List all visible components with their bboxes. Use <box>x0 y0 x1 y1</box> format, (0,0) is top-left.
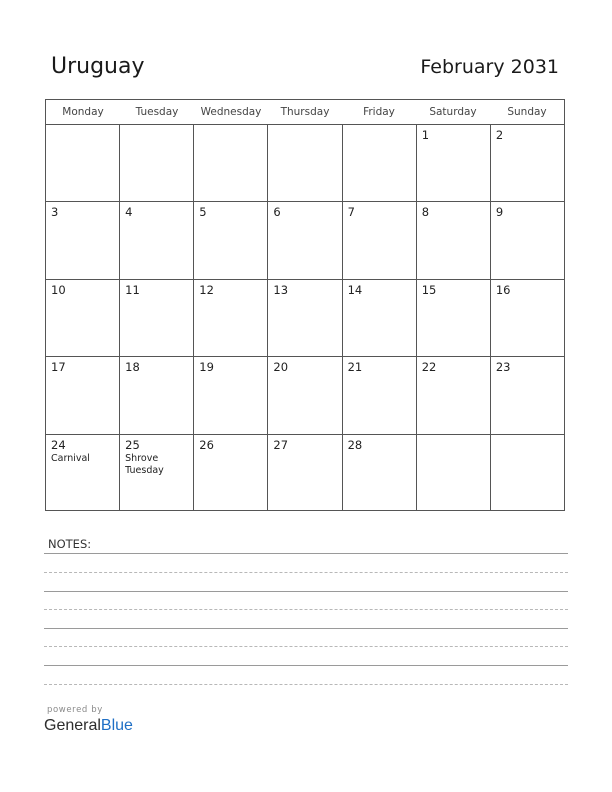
day-number: 27 <box>273 437 289 452</box>
day-number: 17 <box>51 360 66 375</box>
day-number: 16 <box>495 282 511 297</box>
day-cell <box>491 202 564 278</box>
day-number: 14 <box>347 282 363 297</box>
day-cell <box>343 357 417 433</box>
day-number: 19 <box>199 360 214 375</box>
day-number: 4 <box>125 205 133 220</box>
day-number: 15 <box>421 282 437 297</box>
brand-general: General <box>44 717 101 734</box>
week-row <box>46 280 564 357</box>
day-cell <box>417 125 491 201</box>
day-cell <box>46 435 120 511</box>
day-cell <box>491 357 564 433</box>
day-cell <box>417 202 491 278</box>
weekday-label: Saturday <box>429 106 477 118</box>
day-cell <box>268 357 342 433</box>
weekday-label: Wednesday <box>200 106 262 118</box>
day-cell <box>343 280 417 356</box>
day-number: 12 <box>199 282 214 297</box>
day-cell <box>46 125 120 201</box>
day-number: 20 <box>273 360 289 375</box>
brand-blue: Blue <box>100 717 133 734</box>
weekday-header <box>46 100 564 125</box>
notes-line <box>44 553 568 554</box>
day-cell <box>343 125 417 201</box>
day-cell <box>120 435 194 511</box>
powered-by-text: powered by <box>47 705 103 715</box>
day-number: 9 <box>495 205 504 220</box>
month-title: February 2031 <box>420 56 559 78</box>
day-number: 7 <box>347 205 355 220</box>
day-number: 5 <box>199 205 207 220</box>
day-cell <box>417 435 491 511</box>
weekday-label: Friday <box>363 106 395 118</box>
day-cell <box>120 357 194 433</box>
weekday-label: Tuesday <box>135 106 179 118</box>
notes-line <box>44 572 568 573</box>
weekday-label: Thursday <box>280 106 330 118</box>
week-row <box>46 435 564 511</box>
day-cell <box>343 435 417 511</box>
day-number: 3 <box>51 205 59 220</box>
day-cell <box>46 280 120 356</box>
day-number: 13 <box>273 282 289 297</box>
notes-line <box>44 665 568 666</box>
notes-line <box>44 591 568 592</box>
day-number: 23 <box>495 360 511 375</box>
day-number: 6 <box>273 205 281 220</box>
holiday-label: Shrove Tuesday <box>125 452 164 476</box>
week-row <box>46 202 564 279</box>
day-cell <box>194 280 268 356</box>
day-cell <box>120 202 194 278</box>
day-cell <box>268 280 342 356</box>
week-row <box>46 357 564 434</box>
day-cell <box>120 280 194 356</box>
day-number: 25 <box>125 437 140 452</box>
country-title: Uruguay <box>51 54 145 79</box>
day-number: 28 <box>347 437 363 452</box>
day-cell <box>268 202 342 278</box>
day-number: 2 <box>495 128 504 142</box>
day-number: 21 <box>347 360 363 375</box>
day-cell <box>491 435 564 511</box>
day-cell <box>268 125 342 201</box>
calendar-grid <box>45 99 565 511</box>
day-cell <box>417 357 491 433</box>
notes-label: NOTES: <box>48 537 92 551</box>
day-cell <box>491 280 564 356</box>
day-cell <box>343 202 417 278</box>
day-number: 24 <box>51 437 66 452</box>
notes-line <box>44 646 568 647</box>
day-number: 18 <box>125 360 140 375</box>
generalblue-logo[interactable] <box>44 717 133 735</box>
week-row <box>46 125 564 202</box>
day-cell <box>194 435 268 511</box>
day-cell <box>194 357 268 433</box>
day-cell <box>120 125 194 201</box>
weeks-container <box>46 125 564 511</box>
day-cell <box>194 125 268 201</box>
day-cell <box>194 202 268 278</box>
day-number: 8 <box>421 205 430 220</box>
notes-line <box>44 684 568 685</box>
day-cell <box>268 435 342 511</box>
day-number: 1 <box>421 128 430 142</box>
day-number: 22 <box>421 360 437 375</box>
holiday-label: Carnival <box>51 452 90 464</box>
notes-line <box>44 609 568 610</box>
day-cell <box>46 202 120 278</box>
weekday-label: Sunday <box>507 106 547 118</box>
day-cell <box>491 125 564 201</box>
weekday-label: Monday <box>62 106 104 118</box>
day-number: 10 <box>51 282 66 297</box>
day-cell <box>46 357 120 433</box>
day-cell <box>417 280 491 356</box>
day-number: 26 <box>199 437 214 452</box>
day-number: 11 <box>125 282 140 297</box>
notes-line <box>44 628 568 629</box>
